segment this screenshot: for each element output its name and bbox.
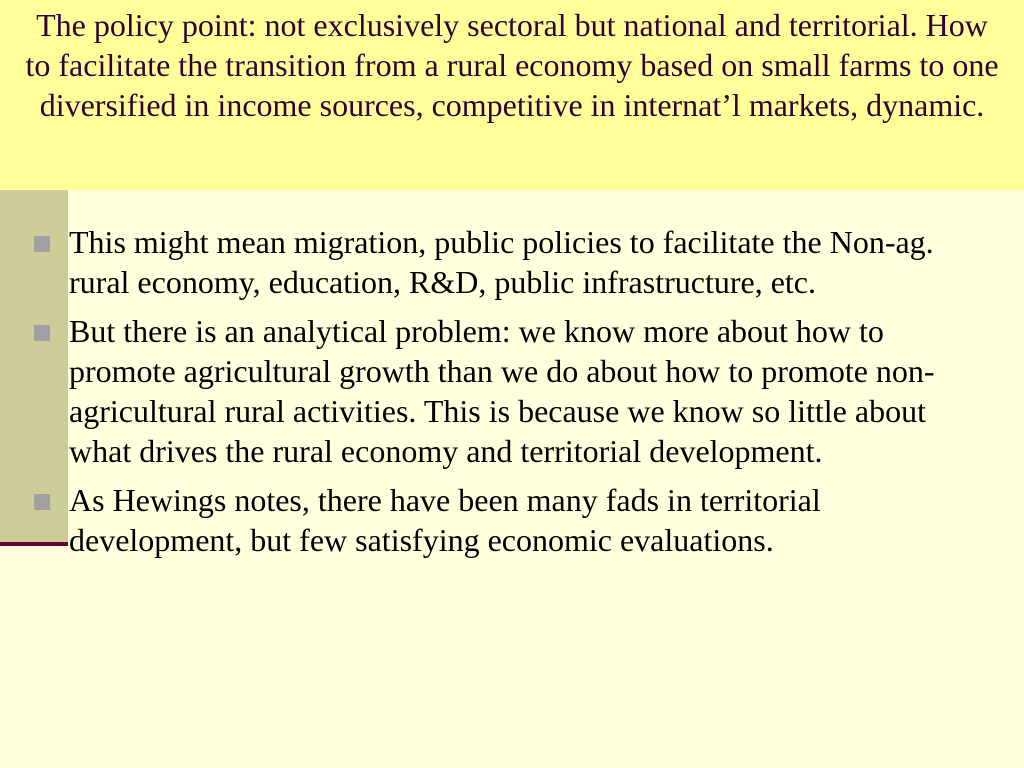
bullet-item: [34, 222, 984, 302]
bullet-item: [34, 311, 984, 471]
square-bullet-icon: [34, 236, 50, 252]
bullet-list: [34, 222, 984, 569]
bullet-text: As Hewings notes, there have been many fads in territorial development, but few satisfying economic evaluations.: [69, 482, 821, 558]
bullet-text: But there is an analytical problem: we know more about how to promote agricultural growth than we do about how to promote non-agricultural rural activities. This is because we know so little about what drives the rural economy and territorial development.: [69, 313, 935, 469]
bullet-item: [34, 480, 984, 560]
bullet-text: This might mean migration, public policies to facilitate the Non-ag. rural economy, education, R&D, public infrastructure, etc.: [69, 224, 934, 300]
slide-title: The policy point: not exclusively sectoral but national and territorial. How to facilitate the transition from a rural economy based on small farms to one diversified in income sources, competitive in internat’l markets, dynamic.: [25, 7, 999, 123]
square-bullet-icon: [34, 494, 50, 510]
square-bullet-icon: [34, 325, 50, 341]
